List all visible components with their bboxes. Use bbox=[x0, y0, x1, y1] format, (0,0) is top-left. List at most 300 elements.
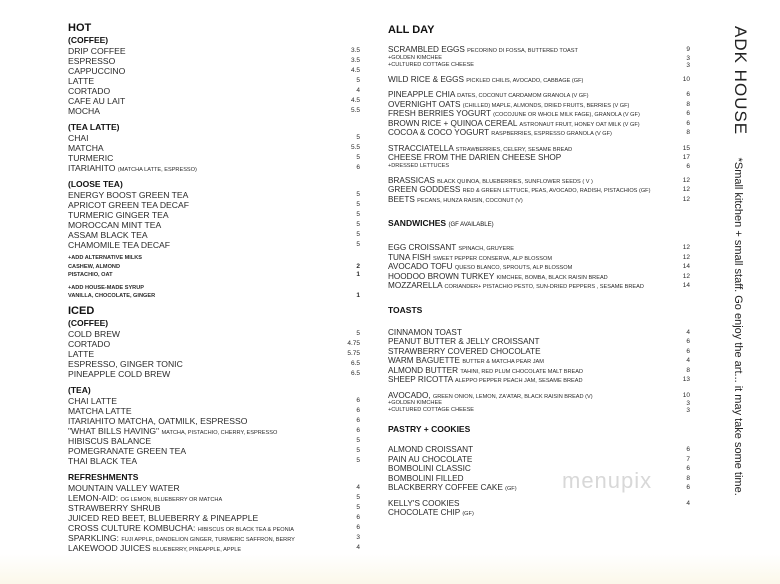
menu-item bbox=[68, 523, 360, 533]
item-name: MATCHA bbox=[68, 143, 104, 153]
menu-section bbox=[388, 176, 690, 205]
item-price: 12 bbox=[682, 186, 690, 193]
menu-section bbox=[68, 284, 360, 301]
item-price: 7 bbox=[686, 455, 690, 463]
menu-item bbox=[68, 416, 360, 426]
menu-section bbox=[388, 328, 690, 385]
menu-item bbox=[388, 272, 690, 282]
item-description: MATCHA, PISTACHIO, CHERRY, ESPRESSO bbox=[161, 429, 278, 436]
item-name: SCRAMBLED EGGS bbox=[388, 45, 465, 54]
item-price: 5 bbox=[356, 191, 360, 198]
item-name: DRIP COFFEE bbox=[68, 46, 126, 56]
item-description: DATES, COCONUT CARDAMOM GRANOLA (V GF) bbox=[457, 93, 589, 99]
item-description: (COCOJUNE OR WHOLE MILK FAGE), GRANOLA (V GF) bbox=[493, 112, 640, 118]
menu-section bbox=[388, 45, 690, 69]
item-name: FRESH BERRIES YOGURT bbox=[388, 109, 491, 118]
menu-item bbox=[388, 328, 690, 338]
item-name: CHAI LATTE bbox=[68, 395, 118, 406]
item-description: GREEN ONION, LEMON, ZA'ATAR, BLACK RAISIN BREAD (V) bbox=[432, 393, 593, 400]
menu-item bbox=[68, 456, 360, 466]
menu-item bbox=[388, 508, 690, 518]
item-description: PECORINO DI FOSSA, BUTTERED TOAST bbox=[467, 48, 578, 54]
menu-section bbox=[388, 305, 690, 316]
item-name: PEANUT BUTTER & JELLY CROISSANT bbox=[388, 337, 540, 346]
item-price: 8 bbox=[686, 366, 690, 374]
menu-item bbox=[68, 230, 360, 240]
item-name: +ADD HOUSE-MADE SYRUP bbox=[68, 284, 144, 291]
menu-section bbox=[68, 22, 360, 35]
menu-item bbox=[68, 163, 360, 173]
menu-item bbox=[388, 100, 690, 110]
menu-item bbox=[68, 263, 360, 272]
subsection-title: (TEA LATTE) bbox=[68, 122, 120, 132]
item-price: 5 bbox=[356, 201, 360, 208]
item-name: PINEAPPLE COLD BREW bbox=[68, 368, 171, 379]
item-name: LATTE bbox=[68, 76, 95, 86]
menu-item bbox=[388, 366, 690, 376]
watermark-logo: menupix bbox=[562, 468, 653, 493]
item-price: 2 bbox=[356, 262, 360, 270]
item-price: 6 bbox=[686, 446, 690, 453]
item-name: STRAWBERRY SHRUB bbox=[68, 502, 161, 513]
item-name: TURMERIC bbox=[68, 153, 114, 163]
menu-item bbox=[68, 513, 360, 523]
item-name: ESPRESSO, GINGER TONIC bbox=[68, 358, 183, 369]
item-price: 6 bbox=[686, 484, 690, 491]
menu-item bbox=[68, 446, 360, 456]
item-price: 6 bbox=[686, 162, 690, 170]
item-price: 5 bbox=[356, 446, 360, 454]
menu-item bbox=[68, 503, 360, 513]
item-price: 6 bbox=[686, 119, 690, 127]
item-price: 3.5 bbox=[350, 57, 360, 64]
item-name: POMEGRANATE GREEN TEA bbox=[68, 445, 187, 456]
item-name: OVERNIGHT OATS bbox=[388, 99, 461, 109]
subsection-title: TOASTS bbox=[388, 304, 423, 315]
menu-item bbox=[68, 220, 360, 230]
item-name: CASHEW, ALMOND bbox=[68, 263, 120, 270]
item-name: "WHAT BILLS HAVING" bbox=[68, 425, 160, 436]
item-name: VANILLA, CHOCOLATE, GINGER bbox=[68, 293, 156, 299]
menu-item bbox=[388, 356, 690, 366]
menu-item bbox=[68, 292, 360, 301]
item-name: PISTACHIO, OAT bbox=[68, 272, 113, 278]
menu-item bbox=[388, 243, 690, 253]
item-description: RED & GREEN LETTUCE, PEAS, AVOCADO, RADISH, PISTACHIOS (GF) bbox=[462, 188, 651, 194]
item-name: HIBISCUS BALANCE bbox=[68, 435, 152, 446]
item-name: HOODOO BROWN TURKEY bbox=[388, 271, 495, 281]
item-name: CINNAMON TOAST bbox=[388, 327, 462, 337]
item-price: 17 bbox=[682, 154, 690, 161]
item-name: ENERGY BOOST GREEN TEA bbox=[68, 190, 189, 200]
item-name: THAI BLACK TEA bbox=[68, 455, 138, 466]
item-description: KIMCHEE, BOMBA, BLACK RAISIN BREAD bbox=[496, 274, 608, 281]
item-description: STRAWBERRIES, CELERY, SESAME BREAD bbox=[455, 146, 573, 153]
item-description: PECANS, HUNZA RAISIN, COCONUT (V) bbox=[417, 197, 523, 204]
subsection-heading bbox=[68, 179, 360, 190]
menu-section bbox=[388, 75, 690, 85]
item-name: CHAI bbox=[68, 133, 89, 143]
item-name: EGG CROISSANT bbox=[388, 243, 457, 252]
item-price: 12 bbox=[682, 253, 690, 261]
item-description: RASPBERRIES, ESPRESSO GRANOLA (V GF) bbox=[491, 131, 612, 137]
menu-section bbox=[388, 218, 690, 231]
item-price: 4.5 bbox=[350, 67, 360, 74]
item-price: 6 bbox=[356, 406, 360, 414]
item-price: 5.5 bbox=[350, 144, 360, 151]
item-price: 5 bbox=[356, 134, 360, 141]
item-price: 5 bbox=[356, 211, 360, 218]
menu-item bbox=[68, 483, 360, 493]
item-name: ASSAM BLACK TEA bbox=[68, 230, 148, 240]
item-description: ALEPPO PEPPER PEACH JAM, SESAME BREAD bbox=[455, 378, 583, 384]
menu-section bbox=[68, 122, 360, 173]
item-price: 6 bbox=[356, 164, 360, 171]
item-description: (CHILLED) MAPLE, ALMONDS, DRIED FRUITS, BERRIES (V GF) bbox=[462, 102, 630, 109]
menu-item bbox=[388, 455, 690, 465]
item-price: 4.5 bbox=[350, 97, 360, 104]
menu-item bbox=[388, 163, 690, 170]
item-description: SWEET PEPPER CONSERVA, ALP BLOSSOM bbox=[433, 255, 553, 262]
subsection-title: SANDWICHES bbox=[388, 218, 447, 228]
item-name: +DRESSED LETTUCES bbox=[388, 162, 450, 169]
subsection-title: REFRESHMENTS bbox=[68, 471, 139, 482]
menu-section bbox=[388, 144, 690, 170]
item-name: +CULTURED COTTAGE CHEESE bbox=[388, 407, 475, 413]
item-price: 4 bbox=[356, 87, 360, 94]
menu-item bbox=[68, 533, 360, 543]
item-price: 5.5 bbox=[350, 107, 360, 114]
item-name: AVOCADO, bbox=[388, 390, 431, 400]
item-description: (GF) bbox=[505, 486, 517, 492]
item-price: 6.5 bbox=[350, 369, 360, 377]
menu-item bbox=[388, 445, 690, 455]
subsection-heading bbox=[68, 385, 360, 396]
item-price: 5 bbox=[356, 329, 360, 337]
item-name: +ADD ALTERNATIVE MILKS bbox=[68, 255, 143, 261]
menu-item bbox=[68, 86, 360, 96]
item-price: 8 bbox=[686, 129, 690, 136]
menu-section bbox=[68, 305, 360, 318]
item-name: MOZZARELLA bbox=[388, 281, 443, 290]
item-name: MOCHA bbox=[68, 106, 100, 116]
menu-item bbox=[388, 281, 690, 291]
menu-item bbox=[388, 499, 690, 509]
item-price: 9 bbox=[686, 46, 690, 53]
item-name: GREEN GODDESS bbox=[388, 185, 461, 194]
item-price: 10 bbox=[682, 75, 690, 83]
menu-item bbox=[388, 253, 690, 263]
vertical-header bbox=[730, 26, 750, 496]
menu-item bbox=[388, 195, 690, 205]
item-name: MOROCCAN MINT TEA bbox=[68, 220, 162, 230]
menu-section bbox=[388, 499, 690, 518]
item-name: ALMOND CROISSANT bbox=[388, 445, 474, 454]
menu-section bbox=[388, 243, 690, 291]
menu-item bbox=[68, 284, 360, 293]
menu-section bbox=[388, 391, 690, 415]
subsection-heading bbox=[68, 122, 360, 133]
item-price: 1 bbox=[356, 271, 360, 278]
item-name: CORTADO bbox=[68, 338, 111, 349]
item-name: CAFE AU LAIT bbox=[68, 96, 126, 106]
subsection-note: (GF AVAILABLE) bbox=[448, 222, 494, 228]
menu-item bbox=[388, 400, 690, 407]
section-heading: ICED bbox=[68, 304, 95, 317]
menu-item bbox=[388, 185, 690, 195]
menu-item bbox=[388, 119, 690, 129]
menu-item bbox=[68, 359, 360, 369]
menu-item bbox=[68, 190, 360, 200]
item-description: CORIANDER+ PISTACHIO PESTO, SUN-DRIED PEPPERS , SESAME BREAD bbox=[444, 284, 644, 290]
page-bottom-shade bbox=[0, 554, 780, 584]
item-price: 1 bbox=[356, 292, 360, 299]
item-price: 6 bbox=[356, 513, 360, 521]
item-price: 3.5 bbox=[350, 47, 360, 54]
item-price: 6 bbox=[356, 416, 360, 424]
item-name: CORTADO bbox=[68, 86, 111, 96]
item-name: +CULTURED COTTAGE CHEESE bbox=[388, 61, 475, 68]
item-price: 12 bbox=[682, 244, 690, 251]
item-price: 5 bbox=[356, 221, 360, 228]
menu-item bbox=[388, 109, 690, 119]
subsection-title: (COFFEE) bbox=[68, 317, 109, 328]
menu-item bbox=[68, 240, 360, 250]
item-price: 4 bbox=[356, 483, 360, 491]
item-name: AVOCADO TOFU bbox=[388, 262, 453, 271]
menu-item bbox=[388, 153, 690, 163]
menu-item bbox=[68, 254, 360, 263]
menu-item bbox=[68, 106, 360, 116]
item-name: APRICOT GREEN TEA DECAF bbox=[68, 200, 189, 210]
item-name: BOMBOLINI FILLED bbox=[388, 473, 464, 483]
item-name: BEETS bbox=[388, 194, 415, 204]
item-price: 6 bbox=[356, 523, 360, 531]
menu-item bbox=[68, 436, 360, 446]
item-name: CHEESE FROM THE DARIEN CHEESE SHOP bbox=[388, 153, 562, 162]
menu-item bbox=[388, 337, 690, 347]
item-price: 5 bbox=[356, 436, 360, 444]
item-name: PAIN AU CHOCOLATE bbox=[388, 454, 473, 464]
item-price: 4.75 bbox=[347, 339, 360, 347]
menu-item bbox=[68, 46, 360, 56]
item-name: CROSS CULTURE KOMBUCHA: bbox=[68, 522, 196, 533]
item-name: ITARIAHITO MATCHA, OATMILK, ESPRESSO bbox=[68, 415, 248, 426]
subsection-heading bbox=[68, 472, 360, 483]
item-price: 5 bbox=[356, 241, 360, 248]
menu-item bbox=[388, 407, 690, 414]
item-price: 5.75 bbox=[347, 349, 360, 357]
menu-item bbox=[68, 96, 360, 106]
menu-item bbox=[68, 210, 360, 220]
item-price: 12 bbox=[682, 176, 690, 184]
item-description: OG LEMON, BLUEBERRY OR MATCHA bbox=[120, 496, 223, 503]
item-price: 6.5 bbox=[350, 359, 360, 367]
menu-item bbox=[68, 133, 360, 143]
item-price: 4 bbox=[356, 543, 360, 551]
menu-section bbox=[388, 424, 690, 435]
item-name: TURMERIC GINGER TEA bbox=[68, 210, 169, 220]
item-name: PINEAPPLE CHIA bbox=[388, 90, 455, 99]
item-price: 12 bbox=[682, 195, 690, 203]
menu-section bbox=[68, 254, 360, 280]
restaurant-name: ADK HOUSE bbox=[731, 26, 750, 136]
menu-item bbox=[388, 375, 690, 385]
menu-item bbox=[68, 406, 360, 416]
item-price: 5 bbox=[356, 154, 360, 161]
menu-item bbox=[388, 62, 690, 69]
item-name: COCOA & COCO YOGURT bbox=[388, 128, 489, 137]
item-description: BUTTER & MATCHA PEAR JAM bbox=[462, 359, 544, 365]
menu-section bbox=[68, 35, 360, 116]
menu-item bbox=[68, 543, 360, 553]
item-price: 5 bbox=[356, 231, 360, 238]
menu-item bbox=[68, 66, 360, 76]
item-price: 6 bbox=[686, 347, 690, 355]
menu-item bbox=[68, 271, 360, 280]
item-name: LAKEWOOD JUICES bbox=[68, 542, 151, 553]
menu-item bbox=[68, 200, 360, 210]
item-price: 12 bbox=[682, 272, 690, 280]
item-description: TAHINI, RED PLUM CHOCOLATE MALT BREAD bbox=[460, 368, 584, 375]
menu-item bbox=[388, 391, 690, 401]
menu-item bbox=[68, 56, 360, 66]
item-name: STRACCIATELLA bbox=[388, 143, 454, 153]
item-description: QUESO BLANCO, SPROUTS, ALP BLOSSOM bbox=[454, 265, 573, 271]
item-name: CHAMOMILE TEA DECAF bbox=[68, 240, 171, 250]
item-price: 6 bbox=[686, 91, 690, 98]
item-name: ESPRESSO bbox=[68, 56, 116, 66]
subsection-heading bbox=[68, 318, 360, 329]
subsection-title: (TEA) bbox=[68, 384, 91, 395]
item-price: 3 bbox=[356, 533, 360, 541]
subsection-heading bbox=[388, 305, 690, 316]
item-price: 4 bbox=[686, 357, 690, 364]
item-name: BLACKBERRY COFFEE CAKE bbox=[388, 483, 503, 492]
item-description: SPINACH, GRUYERE bbox=[458, 246, 515, 252]
item-name: JUICED RED BEET, BLUEBERRY & PINEAPPLE bbox=[68, 512, 259, 523]
menu-item bbox=[388, 347, 690, 357]
menu-item bbox=[388, 55, 690, 62]
item-name: TUNA FISH bbox=[388, 252, 431, 262]
item-description: (MATCHA LATTE, ESPRESSO) bbox=[117, 167, 197, 173]
item-name: ALMOND BUTTER bbox=[388, 365, 459, 375]
item-description: BLACK QUINOA, BLUEBERRIES, SUNFLOWER SEEDS ( V ) bbox=[437, 178, 593, 185]
menu-section bbox=[68, 472, 360, 553]
item-name: +GOLDEN KIMCHEE bbox=[388, 400, 442, 406]
item-description: FUJI APPLE, DANDELION GINGER, TURMERIC SAFFRON, BERRY bbox=[121, 536, 295, 543]
item-price: 5 bbox=[356, 503, 360, 511]
item-price: 14 bbox=[682, 282, 690, 289]
menu-item bbox=[68, 76, 360, 86]
item-price: 4 bbox=[686, 499, 690, 507]
item-name: STRAWBERRY COVERED CHOCOLATE bbox=[388, 346, 541, 356]
item-price: 13 bbox=[682, 376, 690, 383]
item-price: 4 bbox=[686, 328, 690, 336]
item-price: 8 bbox=[686, 474, 690, 482]
menu-section bbox=[68, 318, 360, 379]
menu-section bbox=[68, 179, 360, 250]
item-description: PICKLED CHILIS, AVOCADO, CABBAGE (GF) bbox=[466, 77, 584, 84]
item-name: CAPPUCCINO bbox=[68, 66, 126, 76]
item-name: WILD RICE & EGGS bbox=[388, 74, 464, 84]
section-heading: ALL DAY bbox=[388, 24, 435, 36]
drinks-column bbox=[68, 0, 360, 553]
menu-item bbox=[68, 369, 360, 379]
section-heading: HOT bbox=[68, 22, 92, 34]
item-name: LATTE bbox=[68, 348, 95, 359]
menu-section bbox=[388, 24, 690, 37]
item-description: HIBISCUS OR BLACK TEA & PEONIA bbox=[197, 526, 294, 533]
item-price: 15 bbox=[682, 144, 690, 152]
menu-item bbox=[68, 143, 360, 153]
item-price: 3 bbox=[686, 407, 690, 414]
item-price: 5 bbox=[356, 77, 360, 84]
item-name: SHEEP RICOTTA bbox=[388, 375, 453, 384]
item-name: WARM BAGUETTE bbox=[388, 356, 461, 365]
item-name: BROWN RICE + QUINOA CEREAL bbox=[388, 118, 518, 128]
item-name: LEMON-AID: bbox=[68, 492, 119, 503]
item-price: 14 bbox=[682, 263, 690, 270]
subsection-title: (LOOSE TEA) bbox=[68, 179, 123, 189]
menu-item bbox=[388, 90, 690, 100]
item-price: 8 bbox=[686, 100, 690, 108]
menu-section bbox=[388, 90, 690, 138]
item-name: CHOCOLATE CHIP bbox=[388, 508, 461, 517]
menu-item bbox=[388, 176, 690, 186]
menu-item bbox=[68, 329, 360, 339]
item-name: COLD BREW bbox=[68, 328, 121, 339]
menu-item bbox=[68, 153, 360, 163]
subsection-title: PASTRY + COOKIES bbox=[388, 424, 471, 434]
item-price: 3 bbox=[686, 54, 690, 62]
menu-item bbox=[388, 75, 690, 85]
food-column bbox=[388, 0, 690, 518]
subsection-heading bbox=[68, 35, 360, 46]
item-description: BLUEBERRY, PINEAPPLE, APPLE bbox=[153, 546, 242, 553]
item-name: BOMBOLINI CLASSIC bbox=[388, 464, 471, 473]
item-name: MATCHA LATTE bbox=[68, 405, 132, 416]
item-price: 6 bbox=[686, 338, 690, 345]
menu-item bbox=[68, 493, 360, 503]
menu-item bbox=[388, 128, 690, 138]
item-price: 5 bbox=[356, 493, 360, 501]
item-description: ASTRONAUT FRUIT, HONEY OAT MILK (V GF) bbox=[519, 121, 640, 128]
menu-item bbox=[68, 426, 360, 436]
item-price: 3 bbox=[686, 61, 690, 69]
item-description: (GF) bbox=[462, 511, 474, 517]
item-price: 6 bbox=[356, 426, 360, 434]
item-name: KELLY'S COOKIES bbox=[388, 498, 460, 508]
menu-item bbox=[68, 339, 360, 349]
tagline: *Small kitchen + small staff. Go enjoy the art... it may take some time. bbox=[732, 157, 744, 496]
item-price: 3 bbox=[686, 400, 690, 407]
subsection-title: (COFFEE) bbox=[68, 35, 109, 45]
menu-item bbox=[388, 144, 690, 154]
menu-item bbox=[68, 396, 360, 406]
item-price: 10 bbox=[682, 391, 690, 399]
item-price: 5 bbox=[356, 456, 360, 464]
menu-item bbox=[68, 349, 360, 359]
item-price: 6 bbox=[686, 110, 690, 117]
item-name: BRASSICAS bbox=[388, 175, 435, 185]
item-price: 6 bbox=[686, 465, 690, 472]
item-name: SPARKLING: bbox=[68, 532, 119, 543]
item-name: ITARIAHITO bbox=[68, 163, 116, 173]
item-name: MOUNTAIN VALLEY WATER bbox=[68, 482, 180, 493]
menu-section bbox=[68, 385, 360, 466]
subsection-heading bbox=[388, 218, 690, 231]
